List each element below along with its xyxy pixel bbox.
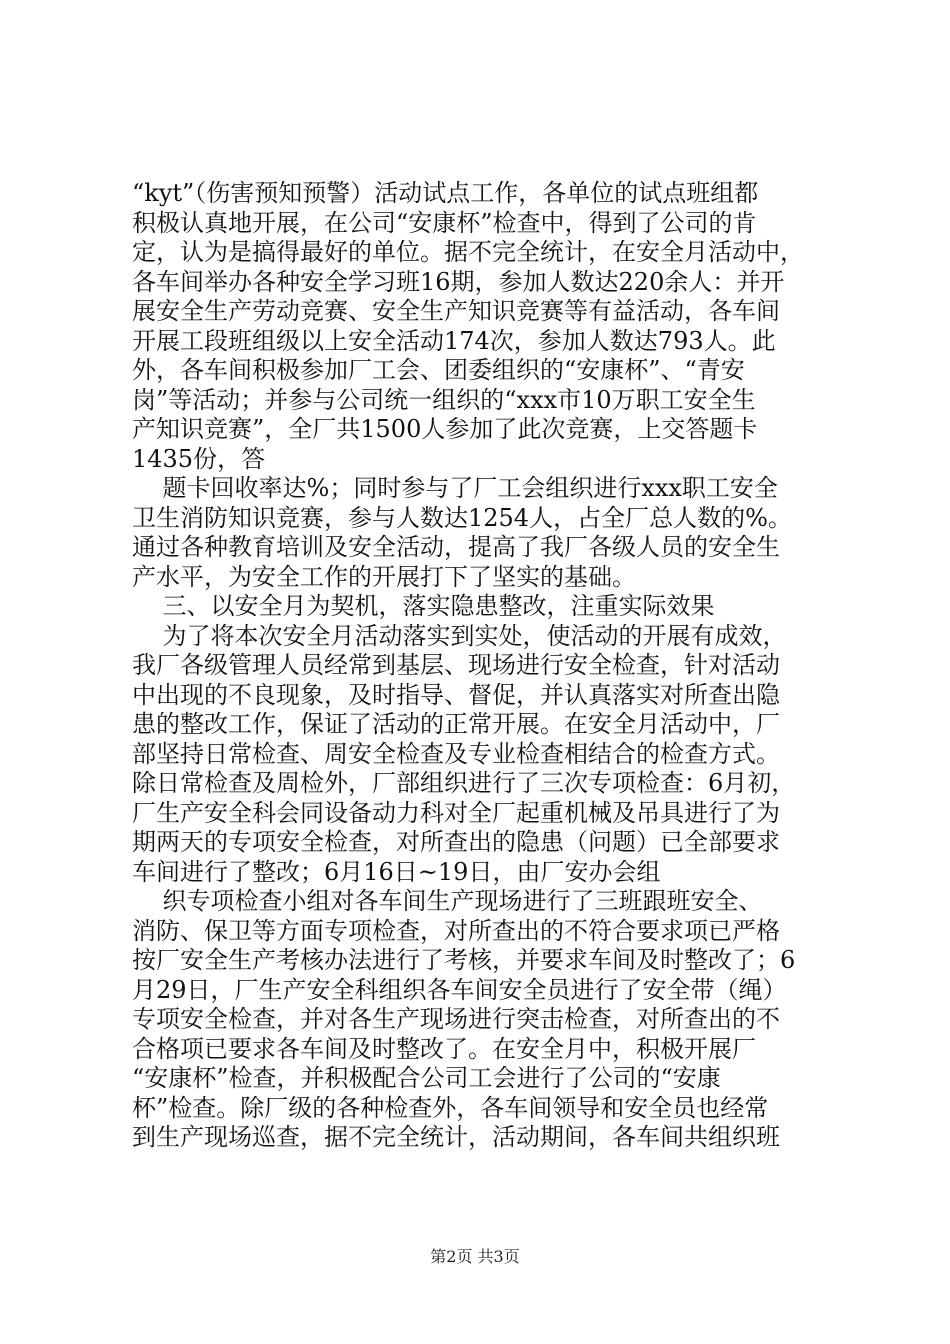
text-line: 为了将本次安全月活动落实到实处，使活动的开展有成效， [132,621,787,650]
text-line: 各车间举办各种安全学习班16期，参加人数达220余人：并开 [132,267,785,296]
page-footer [0,1244,950,1267]
text-line: 厂生产安全科会同设备动力科对全厂起重机械及吊具进行了为 [132,798,780,827]
text-line: 患的整改工作，保证了活动的正常开展。在安全月活动中，厂 [132,710,780,738]
text-line: 除日常检查及周检外，厂部组织进行了三次专项检查：6月初， [132,769,796,797]
text-line: 我厂各级管理人员经常到基层、现场进行安全检查，针对活动 [132,651,780,679]
text-line: 专项安全检查，并对各生产现场进行突击检查，对所查出的不 [132,1005,780,1033]
text-line: 期两天的专项安全检查，对所查出的隐患（问题）已全部要求 [132,828,780,856]
text-line: 题卡回收率达%；同时参与了厂工会组织进行xxx职工安全 [132,474,778,502]
text-line: 卫生消防知识竞赛，参与人数达1254人，占全厂总人数的%。 [132,503,792,532]
text-line: 产水平，为安全工作的开展打下了坚实的基础。 [132,562,636,591]
text-line: 外，各车间积极参加厂工会、团委组织的“安康杯”、“青安 [132,356,745,384]
text-line: 中出现的不良现象，及时指导、督促，并认真落实对所查出隐 [132,680,780,709]
text-line: 合格项已要求各车间及时整改了。在安全月中，积极开展厂 [132,1034,756,1063]
section-heading: 三、以安全月为契机，落实隐患整改，注重实际效果 [132,592,715,620]
text-line: 车间进行了整改；6月16日~19日，由厂安办会组 [132,857,661,886]
text-line: 月29日，厂生产安全科组织各车间安全员进行了安全带（绳） [132,975,787,1004]
text-line: 1435份，答 [132,444,266,473]
text-line: 按厂安全生产考核办法进行了考核，并要求车间及时整改了；6 [132,946,796,974]
text-line: 到生产现场巡查，据不完全统计，活动期间，各车间共组织班 [132,1123,780,1151]
text-line: 消防、保卫等方面专项检查，对所查出的不符合要求项已严格 [132,916,780,945]
text-line: 岗”等活动；并参与公司统一组织的“xxx市10万职工安全生 [132,385,756,414]
text-line: 通过各种教育培训及安全活动，提高了我厂各级人员的安全生 [132,533,780,561]
text-line: 织专项检查小组对各车间生产现场进行了三班跟班安全、 [132,887,763,915]
page-number-label: 第2页 共3页 [430,1247,520,1266]
document-body [132,179,832,1153]
text-line: 杯”检查。除厂级的各种检查外，各车间领导和安全员也经常 [132,1093,769,1122]
text-line: 积极认真地开展，在公司“安康杯”检查中，得到了公司的肯 [132,208,757,237]
text-line: 部坚持日常检查、周安全检查及专业检查相结合的检查方式。 [132,739,780,768]
text-line: 展安全生产劳动竞赛、安全生产知识竞赛等有益活动，各车间 [132,297,780,325]
text-line: 定，认为是搞得最好的单位。据不完全统计，在安全月活动中， [132,238,804,266]
text-line: “kyt”（伤害预知预警）活动试点工作，各单位的试点班组都 [132,179,759,207]
text-line: 开展工段班组级以上安全活动174次，参加人数达793人。此 [132,326,776,355]
text-line: 产知识竞赛”，全厂共1500人参加了此次竞赛，上交答题卡 [132,415,758,443]
text-line: “安康杯”检查，并积极配合公司工会进行了公司的“安康 [132,1064,721,1092]
